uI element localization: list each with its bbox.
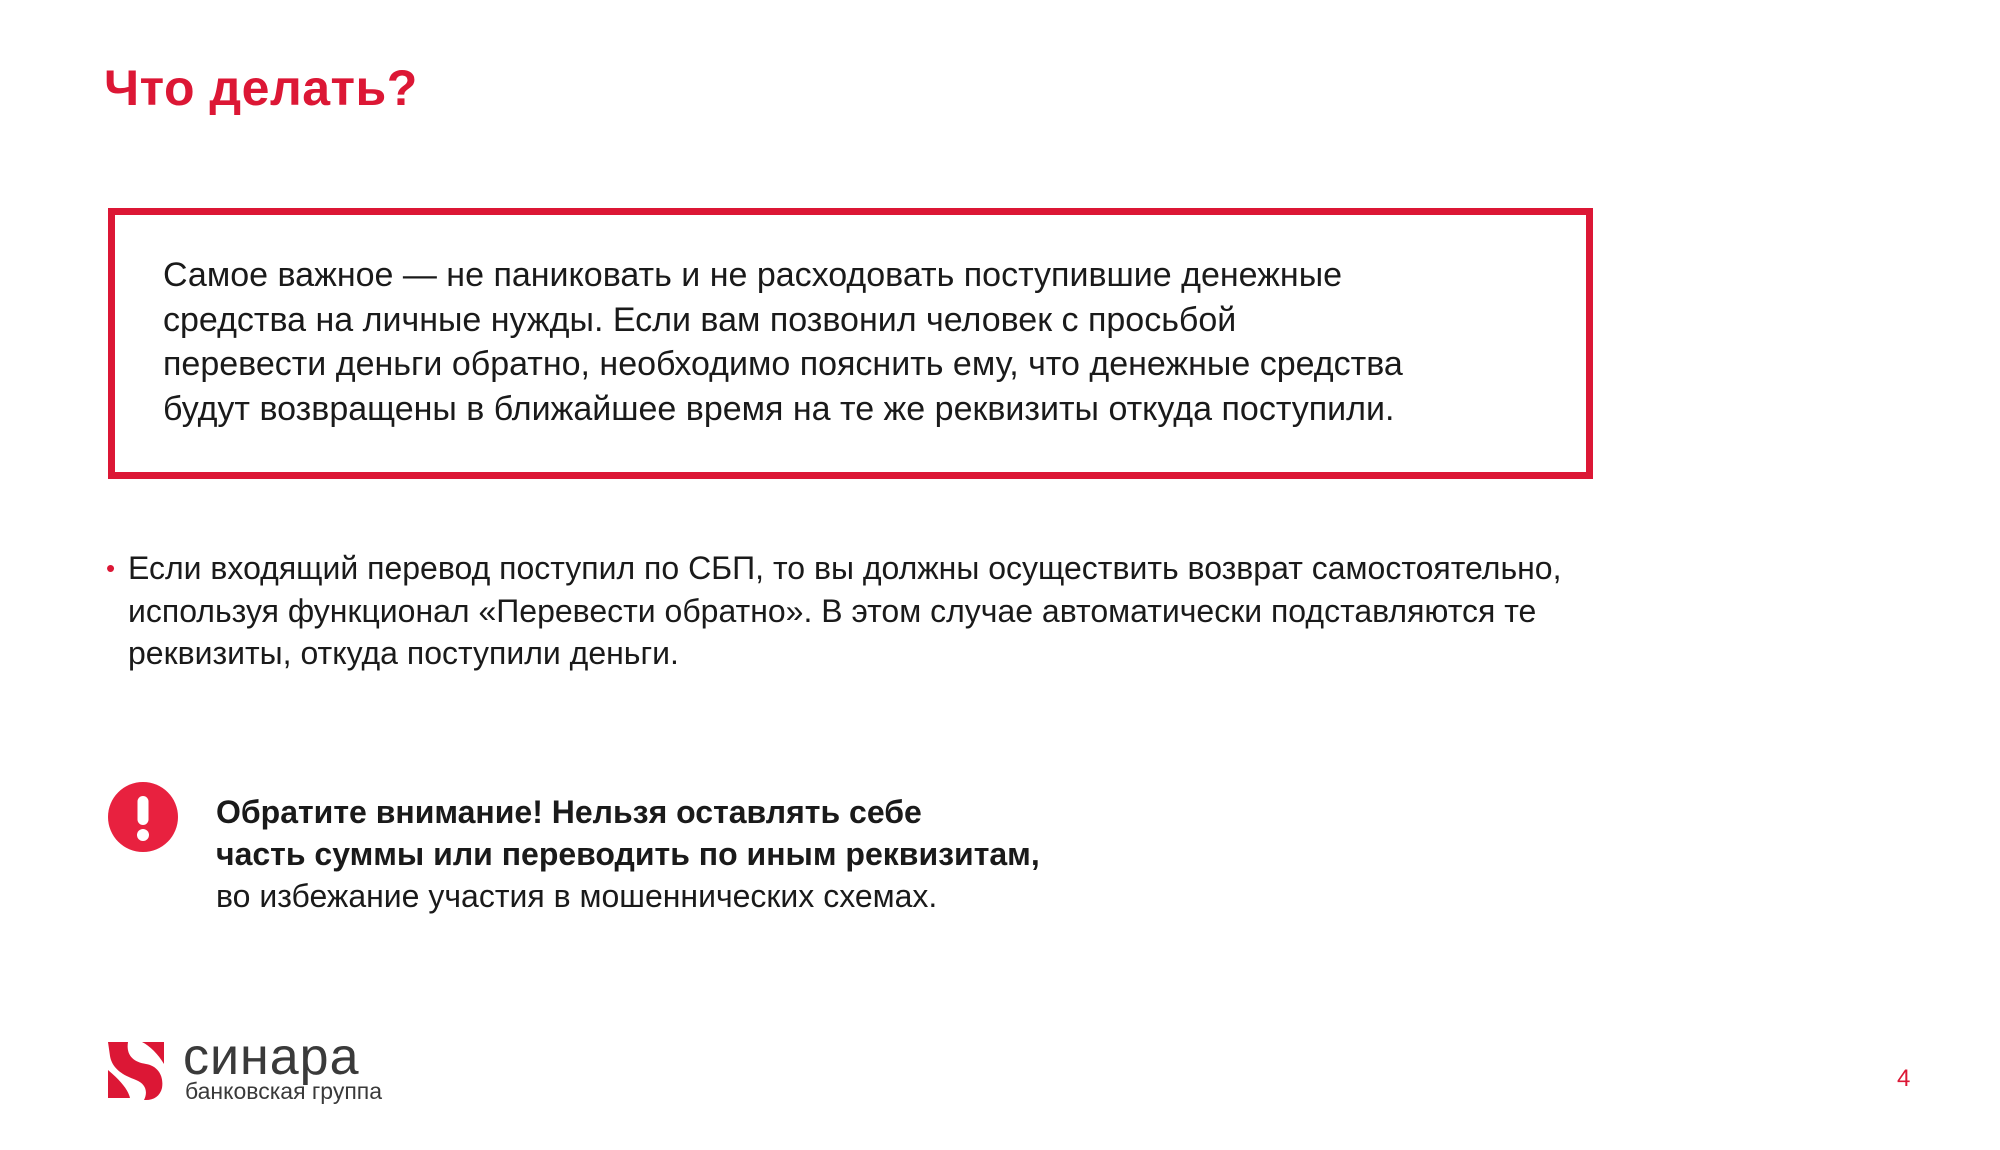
company-logo xyxy=(106,1028,426,1110)
bullet-item xyxy=(106,547,1726,675)
highlight-box-text xyxy=(163,253,1563,431)
notice-bold-line: Обратите внимание! Нельзя оставлять себе xyxy=(216,794,922,830)
highlight-line: перевести деньги обратно, необходимо пояснить ему, что денежные средства xyxy=(163,345,1403,383)
notice-text xyxy=(216,791,1040,917)
notice-regular-line: во избежание участия в мошеннических схемах. xyxy=(216,878,938,914)
logo-subtitle: банковская группа xyxy=(185,1078,383,1104)
exclamation-icon xyxy=(108,782,178,852)
notice-bold-line: часть суммы или переводить по иным реквизитам, xyxy=(216,836,1040,872)
page-number: 4 xyxy=(1897,1065,1911,1092)
page-title: Что делать? xyxy=(104,60,418,116)
logo-name: синара xyxy=(183,1028,360,1086)
highlight-box xyxy=(108,208,1593,479)
bullet-marker: • xyxy=(106,553,116,583)
highlight-line: средства на личные нужды. Если вам позвонил человек с просьбой xyxy=(163,300,1237,339)
bullet-line: используя функционал «Перевести обратно». В этом случае автоматически подставляются те xyxy=(128,592,1537,629)
highlight-line: Самое важное — не паниковать и не расходовать поступившие денежные xyxy=(163,256,1343,294)
bullet-text xyxy=(128,547,1561,675)
highlight-line: будут возвращены в ближайшее время на те же реквизиты откуда поступили. xyxy=(163,389,1395,428)
bullet-line: Если входящий перевод поступил по СБП, то вы должны осуществить возврат самостоятельно, xyxy=(128,550,1562,586)
bullet-line: реквизиты, откуда поступили деньги. xyxy=(128,635,679,671)
sinara-logo-icon xyxy=(106,1040,166,1100)
